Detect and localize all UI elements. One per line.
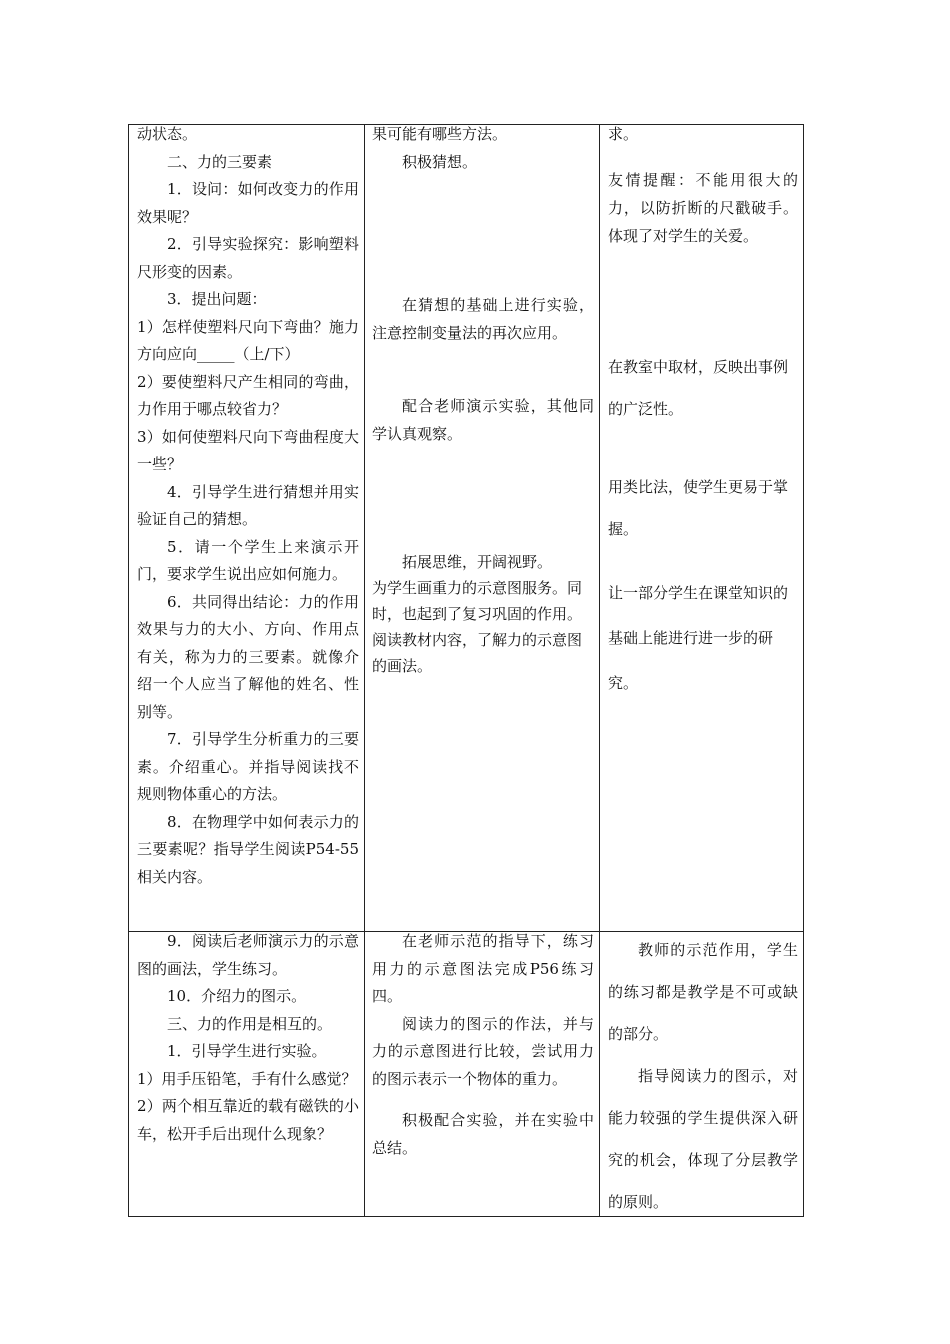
text-line: 果可能有哪些方法。 [372,125,508,143]
design-intent-cell [608,121,798,149]
text-line: 阅读力的图示的作法，并与力的示意图进行比较，尝试用力的图示表示一个物体的重力。 [372,1014,594,1088]
lesson-table [128,124,804,1217]
list-item: 1．设问：如何改变力的作用效果呢？ [137,180,359,226]
text-line: 指导阅读力的图示，对能力较强的学生提供深入研究的机会，体现了分层教学的原则。 [608,1067,798,1211]
section-heading: 二、力的三要素 [167,152,273,171]
text-line: 在猜想的基础上进行实验，注意控制变量法的再次应用。 [372,296,594,342]
text-line: 积极猜想。 [402,152,478,171]
list-item: 9．阅读后老师演示力的示意图的画法，学生练习。 [137,932,359,978]
text-line: 动状态。 [137,125,198,143]
teacher-activity-cell [137,928,359,1148]
text-line: 在老师示范的指导下，练习用力的示意图法完成P56练习四。 [372,932,594,1005]
text-line: 积极配合实验，并在实验中总结。 [372,1111,594,1157]
column-divider [599,125,600,1216]
question-item: 3）如何使塑料尺向下弯曲程度大一些？ [137,427,359,473]
section-heading: 三、力的作用是相互的。 [167,1014,333,1033]
list-item: 6．共同得出结论：力的作用效果与力的大小、方向、作用点有关，称为力的三要素。就像介绍一个人应当了解他的姓名、性别等。 [137,592,359,721]
question-item: 2）两个相互靠近的载有磁铁的小车，松开手后出现什么现象？ [137,1097,359,1143]
list-item: 2．引导实验探究：影响塑料尺形变的因素。 [137,235,359,281]
list-item: 1．引导学生进行实验。 [167,1042,327,1060]
column-divider [364,125,365,1216]
list-item: 5．请一个学生上来演示开门，要求学生说出应如何施力。 [137,537,359,583]
text-line: 教师的示范作用，学生的练习都是教学是不可或缺的部分。 [608,941,798,1043]
question-item: 1）怎样使塑料尺向下弯曲？施力方向应向_____（上/下） [137,317,359,363]
list-item: 8．在物理学中如何表示力的三要素呢？指导学生阅读P54-55相关内容。 [137,812,359,886]
text-line: 为学生画重力的示意图服务。同时，也起到了复习巩固的作用。 [372,579,583,623]
list-item: 3．提出问题： [167,290,267,308]
text-line: 阅读教材内容，了解力的示意图的画法。 [372,631,583,675]
student-activity-cell [372,121,594,176]
teacher-activity-cell [137,121,359,891]
student-activity-cell [372,393,594,448]
text-line: 友情提醒：不能用很大的力，以防折断的尺戳破手。体现了对学生的关爱。 [608,171,798,245]
design-intent-cell [608,466,798,550]
design-intent-cell [608,571,798,706]
design-intent-cell [608,166,798,250]
text-line: 用类比法，使学生更易于掌握。 [608,478,789,538]
list-item: 4．引导学生进行猜想并用实验证自己的猜想。 [137,482,359,528]
student-activity-cell [372,928,594,1162]
student-activity-cell [372,292,594,347]
text-line: 在教室中取材，反映出事例的广泛性。 [608,358,789,418]
design-intent-cell [608,346,798,430]
text-line: 配合老师演示实验，其他同学认真观察。 [372,397,594,443]
design-intent-cell [608,929,798,1223]
text-line: 求。 [608,125,639,143]
question-item: 2）要使塑料尺产生相同的弯曲，力作用于哪点较省力？ [137,372,359,418]
text-line: 拓展思维，开阔视野。 [402,553,553,571]
text-line: 让一部分学生在课堂知识的基础上能进行进一步的研究。 [608,584,789,692]
list-item: 10．介绍力的图示。 [167,987,307,1005]
student-activity-cell [372,549,594,679]
question-item: 1）用手压铅笔，手有什么感觉？ [137,1069,357,1088]
list-item: 7．引导学生分析重力的三要素。介绍重心。并指导阅读找不规则物体重心的方法。 [137,730,359,803]
